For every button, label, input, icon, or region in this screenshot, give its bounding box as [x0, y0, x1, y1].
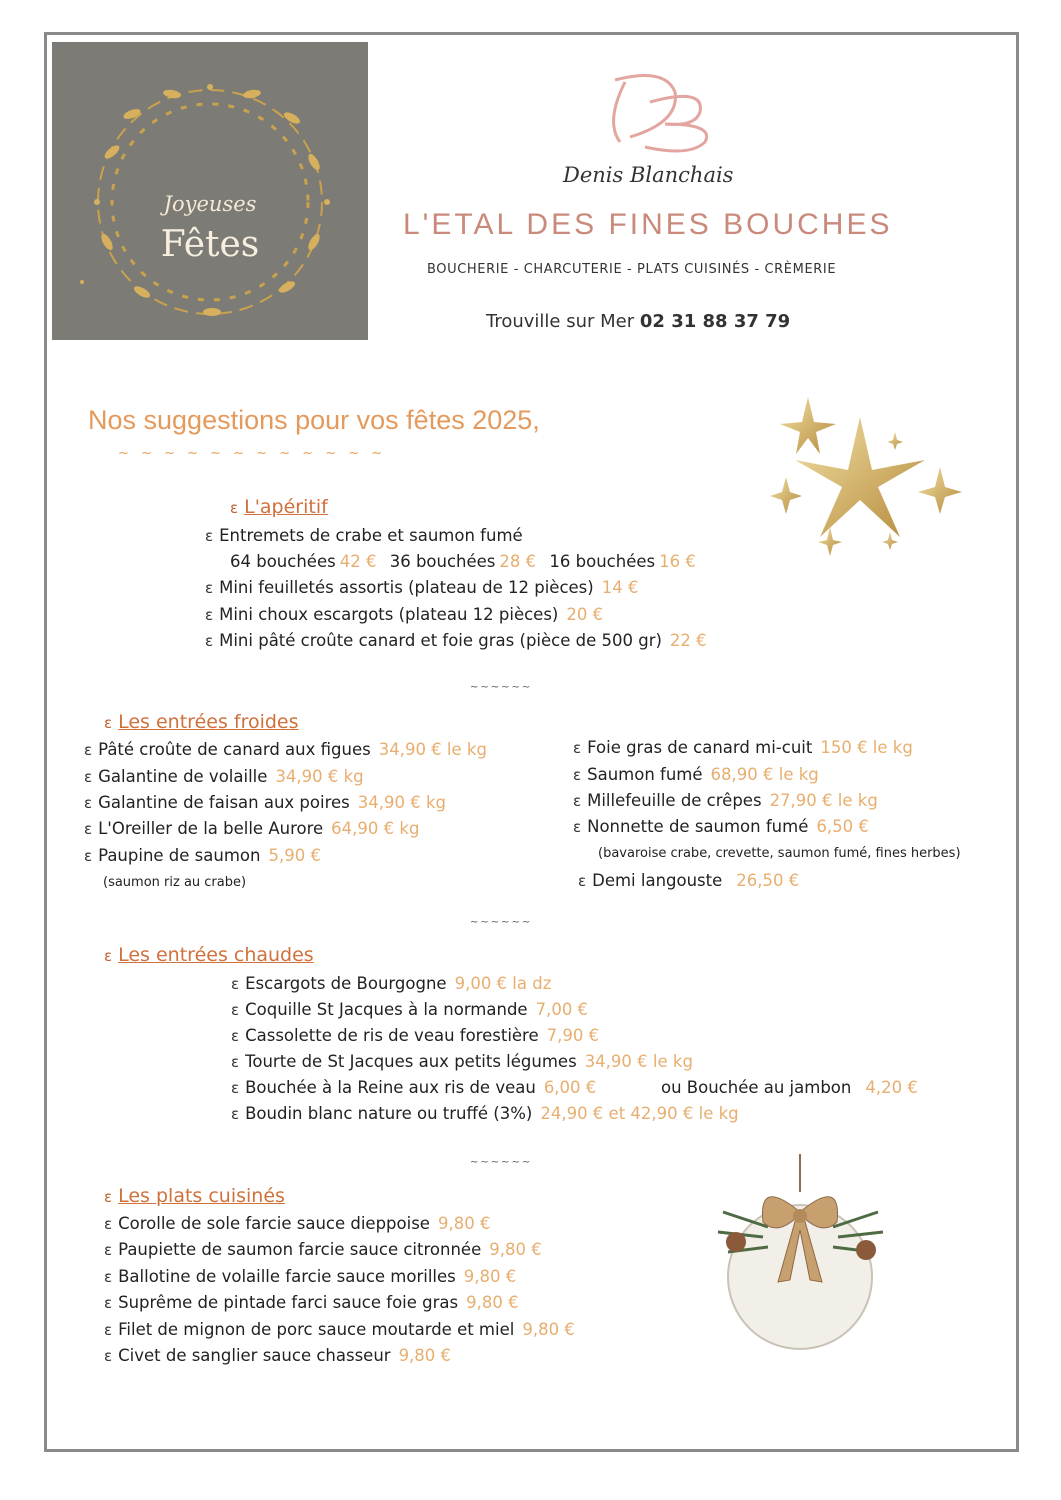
- item-note: (saumon riz au crabe): [103, 875, 247, 890]
- item-label: Filet de mignon de porc sauce moutarde et miel: [118, 1320, 515, 1339]
- list-item: [104, 1267, 516, 1286]
- price: 34,90 € le kg: [584, 1052, 693, 1071]
- price: 9,80 €: [398, 1346, 452, 1365]
- price: 26,50 €: [736, 871, 800, 890]
- list-item: [205, 526, 523, 545]
- item-label: Millefeuille de crêpes: [587, 791, 762, 810]
- item-label: Galantine de volaille: [98, 767, 268, 786]
- price: 9,80 €: [463, 1267, 517, 1286]
- price: 9,80 €: [466, 1293, 519, 1312]
- golden-wreath-icon: [52, 42, 368, 340]
- list-item: [231, 974, 551, 993]
- bullet-icon: ɛ: [573, 739, 582, 757]
- list-item: [573, 817, 869, 836]
- price: 27,90 € le kg: [769, 791, 878, 810]
- section-heading-aperitif: [230, 496, 328, 518]
- item-label: Paupiette de saumon farcie sauce citronnée: [118, 1240, 482, 1259]
- bullet-icon: ɛ: [104, 1321, 113, 1339]
- bullet-icon: ɛ: [231, 1105, 240, 1123]
- bullet-icon: ɛ: [84, 820, 93, 838]
- item-label: Mini choux escargots (plateau 12 pièces): [219, 605, 559, 624]
- signature: Denis Blanchais: [563, 163, 734, 187]
- db-monogram-logo: [595, 62, 725, 157]
- list-item: [84, 793, 446, 812]
- bullet-icon: ɛ: [231, 1027, 240, 1045]
- item-label: ou Bouchée au jambon: [661, 1078, 852, 1097]
- list-item: [84, 846, 321, 865]
- tilde-separator: ~~~~~~: [470, 682, 533, 693]
- item-label: Boudin blanc nature ou truffé (3%): [245, 1104, 533, 1123]
- list-item: [104, 1293, 519, 1312]
- price: 14 €: [601, 578, 639, 597]
- item-label: Ballotine de volaille farcie sauce morilles: [118, 1267, 456, 1286]
- price: 34,90 € kg: [357, 793, 447, 812]
- list-item: [231, 1104, 739, 1123]
- item-label: Saumon fumé: [587, 765, 703, 784]
- list-item: [104, 1214, 490, 1233]
- price: 64,90 € kg: [331, 819, 420, 838]
- item-label: Galantine de faisan aux poires: [98, 793, 350, 812]
- item-label: Escargots de Bourgogne: [245, 974, 447, 993]
- item-label: Entremets de crabe et saumon fumé: [219, 526, 523, 545]
- bullet-icon: ɛ: [231, 975, 240, 993]
- section-heading-plats-cuisines: [104, 1185, 285, 1207]
- bullet-icon: ɛ: [573, 766, 582, 784]
- list-item: [104, 1240, 542, 1259]
- section-heading-entrees-chaudes: [104, 944, 314, 966]
- card-greeting-line2: Fêtes: [160, 224, 260, 265]
- item-label: Paupine de saumon: [98, 846, 261, 865]
- item-label: Mini pâté croûte canard et foie gras (pièce de 500 gr): [219, 631, 662, 650]
- section-heading-entrees-froides: [104, 711, 299, 733]
- price: 34,90 € le kg: [378, 740, 487, 759]
- bullet-icon: ɛ: [104, 947, 113, 965]
- tilde-separator: ~~~~~~: [470, 917, 533, 928]
- list-item: [231, 1052, 693, 1071]
- tilde-separator: ~~~~~~: [470, 1157, 533, 1168]
- price: 7,00 €: [535, 1000, 589, 1019]
- price: 7,90 €: [546, 1026, 600, 1045]
- price: 34,90 € kg: [275, 767, 364, 786]
- price: 9,80 €: [489, 1240, 542, 1259]
- bullet-icon: ɛ: [104, 1241, 113, 1259]
- location-phone: [486, 311, 790, 332]
- item-label: Pâté croûte de canard aux figues: [98, 740, 371, 759]
- list-item: [231, 1078, 596, 1097]
- price: 24,90 € et 42,90 € le kg: [540, 1104, 739, 1123]
- bullet-icon: ɛ: [205, 606, 214, 624]
- heading-label: L'apéritif: [244, 496, 328, 518]
- price: 42 €: [339, 552, 377, 571]
- list-item: [573, 765, 819, 784]
- price: 9,80 €: [522, 1320, 575, 1339]
- price: 6,50 €: [816, 817, 869, 836]
- bullet-icon: ɛ: [84, 741, 93, 759]
- size-label: 36 bouchées: [389, 552, 496, 571]
- list-item: [231, 1026, 599, 1045]
- brand-subtitle: BOUCHERIE - CHARCUTERIE - PLATS CUISINÉS - CRÈMERIE: [427, 262, 837, 277]
- phone-number: 02 31 88 37 79: [639, 311, 791, 332]
- price: 20 €: [566, 605, 604, 624]
- bullet-icon: ɛ: [104, 1347, 113, 1365]
- item-label: Corolle de sole farcie sauce dieppoise: [118, 1214, 430, 1233]
- heading-label: Les plats cuisinés: [118, 1185, 285, 1207]
- price: 28 €: [499, 552, 537, 571]
- heading-label: Les entrées chaudes: [118, 944, 314, 966]
- item-label: Coquille St Jacques à la normande: [245, 1000, 528, 1019]
- item-label: Bouchée à la Reine aux ris de veau: [245, 1078, 536, 1097]
- bullet-icon: ɛ: [104, 1294, 113, 1312]
- size-label: 64 bouchées: [230, 552, 336, 571]
- price: 9,00 € la dz: [454, 974, 552, 993]
- item-label: Nonnette de saumon fumé: [587, 817, 809, 836]
- price: 68,90 € le kg: [710, 765, 819, 784]
- size-label: 16 bouchées: [549, 552, 656, 571]
- list-item: [573, 791, 878, 810]
- bullet-icon: ɛ: [205, 579, 214, 597]
- price: 9,80 €: [437, 1214, 491, 1233]
- list-item: [578, 871, 799, 890]
- item-label: Demi langouste: [592, 871, 723, 890]
- bullet-icon: ɛ: [231, 1079, 240, 1097]
- bullet-icon: ɛ: [573, 792, 582, 810]
- alt-item: [661, 1078, 918, 1097]
- item-note: (bavaroise crabe, crevette, saumon fumé, fines herbes): [598, 846, 961, 861]
- bullet-icon: ɛ: [84, 794, 93, 812]
- item-label: Suprême de pintade farci sauce foie gras: [118, 1293, 459, 1312]
- price: 22 €: [669, 631, 707, 650]
- price: 16 €: [659, 552, 696, 571]
- list-item: [84, 740, 487, 759]
- item-label: Cassolette de ris de veau forestière: [245, 1026, 539, 1045]
- brand-name: L'ETAL DES FINES BOUCHES: [403, 208, 893, 241]
- bullet-icon: ɛ: [573, 818, 582, 836]
- list-item: [205, 578, 638, 597]
- bullet-icon: ɛ: [84, 768, 93, 786]
- bullet-icon: ɛ: [578, 872, 587, 890]
- list-item: [205, 631, 707, 650]
- list-item: [205, 605, 603, 624]
- bullet-icon: ɛ: [104, 714, 113, 732]
- suggestions-title: Nos suggestions pour vos fêtes 2025,: [88, 405, 540, 435]
- bullet-icon: ɛ: [205, 527, 214, 545]
- city: Trouville sur Mer: [486, 311, 635, 332]
- price: 4,20 €: [865, 1078, 918, 1097]
- bullet-icon: ɛ: [230, 499, 239, 517]
- card-greeting-line1: Joyeuses: [163, 192, 257, 216]
- price: 6,00 €: [543, 1078, 597, 1097]
- price: 5,90 €: [268, 846, 321, 865]
- list-item: [104, 1320, 575, 1339]
- item-label: Foie gras de canard mi-cuit: [587, 738, 813, 757]
- item-label: Civet de sanglier sauce chasseur: [118, 1346, 391, 1365]
- item-label: Tourte de St Jacques aux petits légumes: [245, 1052, 577, 1071]
- bullet-icon: ɛ: [104, 1188, 113, 1206]
- bullet-icon: ɛ: [231, 1053, 240, 1071]
- list-item: [573, 738, 913, 757]
- greeting-card: [52, 42, 368, 340]
- bullet-icon: ɛ: [104, 1215, 113, 1233]
- list-item: [84, 767, 364, 786]
- bullet-icon: ɛ: [104, 1268, 113, 1286]
- list-item: [104, 1346, 451, 1365]
- list-item: [231, 1000, 588, 1019]
- bullet-icon: ɛ: [231, 1001, 240, 1019]
- bullet-icon: ɛ: [205, 632, 214, 650]
- price: 150 € le kg: [820, 738, 913, 757]
- tilde-divider: ~ ~ ~ ~ ~ ~ ~ ~ ~ ~ ~ ~: [118, 446, 387, 461]
- size-prices: [230, 552, 696, 571]
- list-item: [84, 819, 419, 838]
- item-label: L'Oreiller de la belle Aurore: [98, 819, 324, 838]
- christmas-ornament-icon: [708, 1152, 893, 1357]
- gold-stars-icon: [760, 392, 970, 567]
- bullet-icon: ɛ: [84, 847, 93, 865]
- heading-label: Les entrées froides: [118, 711, 299, 733]
- item-label: Mini feuilletés assortis (plateau de 12 pièces): [219, 578, 594, 597]
